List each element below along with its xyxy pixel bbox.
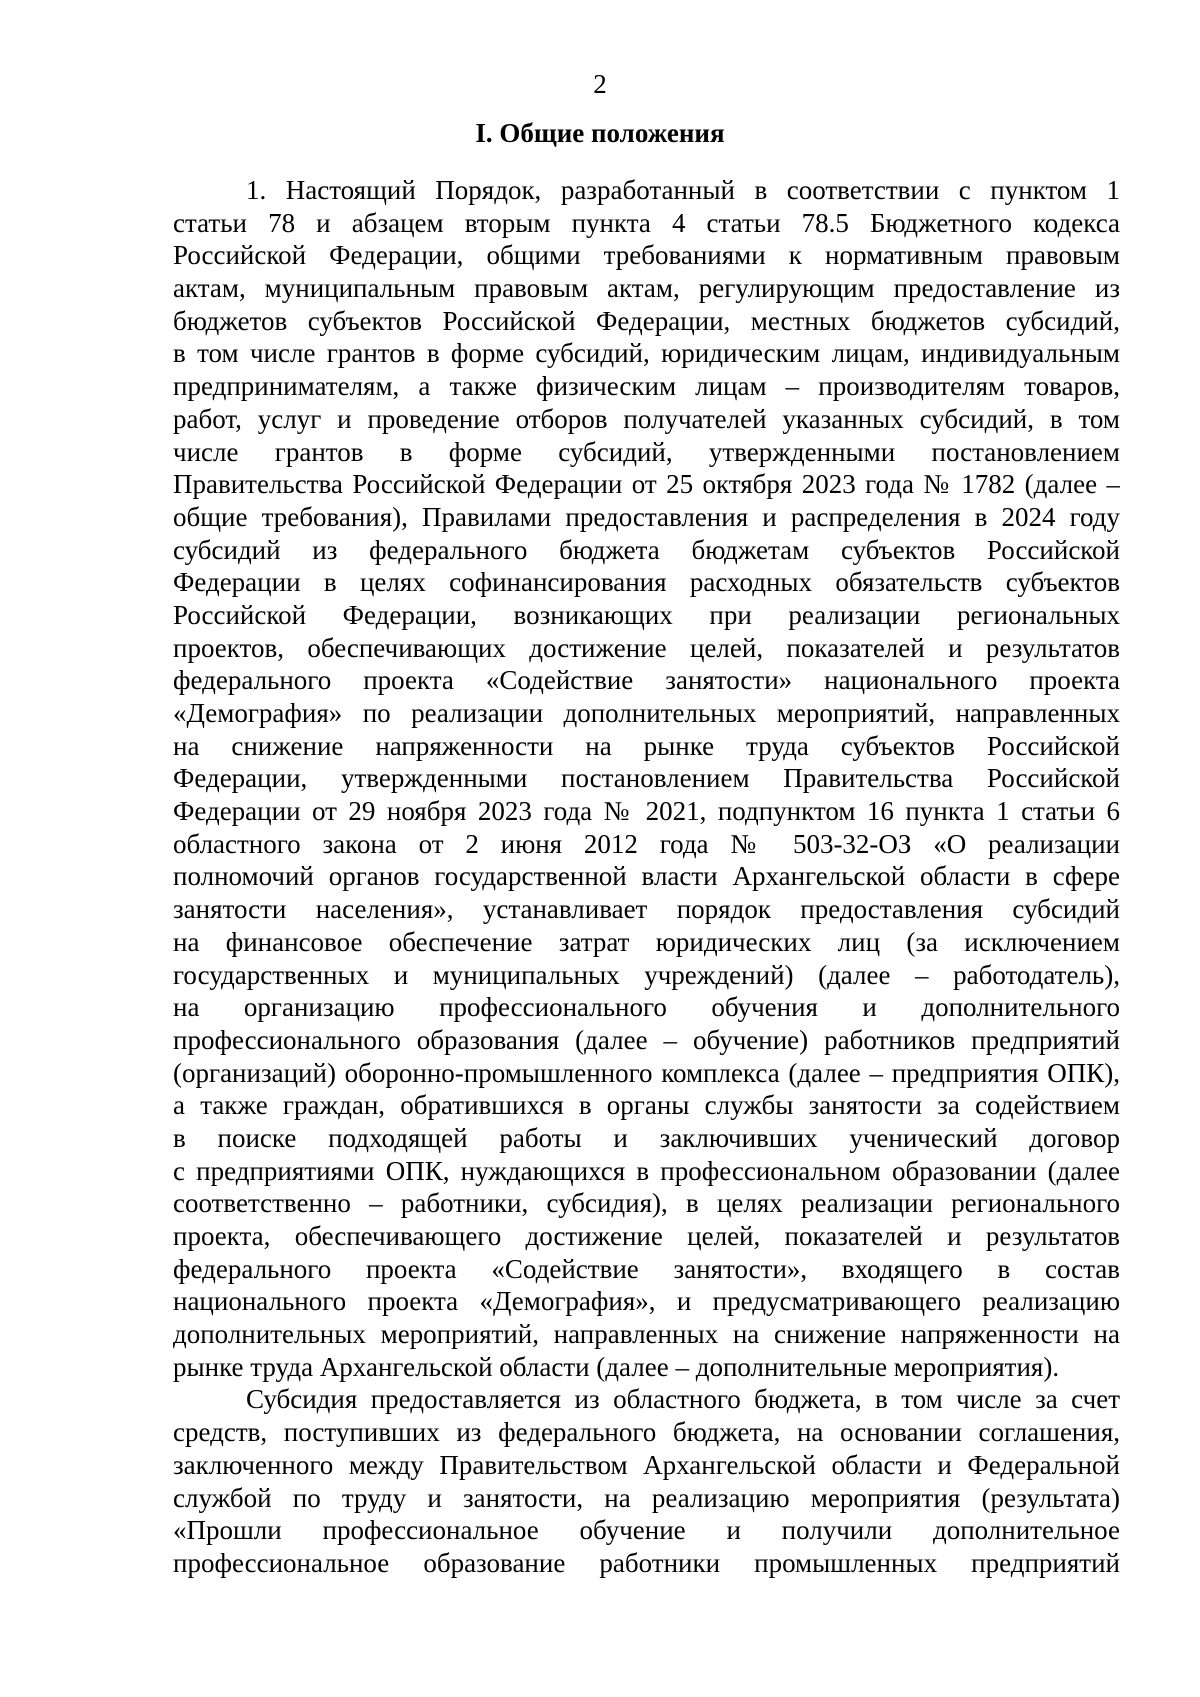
text-line: числе грантов в форме субсидий, утвержденными постановлением xyxy=(173,436,1120,467)
text-line: проекта, обеспечивающего достижение целей, показателей и результатов xyxy=(173,1221,1120,1251)
text-line: (организаций) оборонно-промышленного комплекса (далее – предприятия ОПК), xyxy=(173,1057,1120,1088)
text-line: в поиске подходящей работы и заключивших ученический договор xyxy=(173,1122,1120,1153)
text-line: а также граждан, обратившихся в органы службы занятости за содействием xyxy=(173,1090,1120,1121)
text-line: Российской Федерации, возникающих при реализации региональных xyxy=(173,599,1120,630)
text-line: на организацию профессионального обучения и дополнительного xyxy=(173,992,1120,1023)
text-line: службой по труду и занятости, на реализацию мероприятия (результата) xyxy=(173,1482,1120,1513)
text-line: Федерации от 29 ноября 2023 года № 2021, подпунктом 16 пункта 1 статьи 6 xyxy=(173,796,1120,827)
text-line: работ, услуг и проведение отборов получателей указанных субсидий, в том xyxy=(173,403,1120,434)
document-body xyxy=(173,174,1120,1580)
text-line: общие требования), Правилами предоставления и распределения в 2024 году xyxy=(173,501,1120,532)
page-number: 2 xyxy=(593,69,607,99)
text-line: дополнительных мероприятий, направленных на снижение напряженности на xyxy=(173,1319,1120,1350)
text-line: актам, муниципальным правовым актам, регулирующим предоставление из xyxy=(173,273,1120,304)
text-line: федерального проекта «Содействие занятости» национального проекта xyxy=(173,665,1120,696)
text-line: профессионального образования (далее – обучение) работников предприятий xyxy=(173,1024,1120,1055)
text-line: Российской Федерации, общими требованиями к нормативным правовым xyxy=(173,240,1120,271)
text-line: национального проекта «Демография», и предусматривающего реализацию xyxy=(173,1286,1120,1317)
text-line: соответственно – работники, субсидия), в целях реализации регионального xyxy=(173,1188,1120,1219)
text-line: «Прошли профессиональное обучение и получили дополнительное xyxy=(173,1515,1120,1546)
text-line: на снижение напряженности на рынке труда субъектов Российской xyxy=(173,730,1120,761)
text-line: областного закона от 2 июня 2012 года № 503-32-ОЗ «О реализации xyxy=(173,828,1120,859)
text-line: Субсидия предоставляется из областного бюджета, в том числе за счет xyxy=(246,1384,1120,1415)
section-title: I. Общие положения xyxy=(475,118,725,148)
text-line: 1. Настоящий Порядок, разработанный в соответствии с пунктом 1 xyxy=(246,175,1120,205)
text-line: с предприятиями ОПК, нуждающихся в профессиональном образовании (далее xyxy=(173,1155,1120,1186)
text-line: «Демография» по реализации дополнительных мероприятий, направленных xyxy=(173,698,1120,728)
text-line: федерального проекта «Содействие занятости», входящего в состав xyxy=(173,1253,1120,1284)
text-line: заключенного между Правительством Архангельской области и Федеральной xyxy=(173,1449,1120,1480)
text-line: профессиональное образование работники промышленных предприятий xyxy=(173,1547,1120,1578)
text-line: занятости населения», устанавливает порядок предоставления субсидий xyxy=(173,894,1120,925)
text-line: полномочий органов государственной власти Архангельской области в сфере xyxy=(173,861,1120,892)
text-line: на финансовое обеспечение затрат юридических лиц (за исключением xyxy=(173,926,1120,957)
text-line: предпринимателям, а также физическим лицам – производителям товаров, xyxy=(173,371,1120,402)
text-line: Правительства Российской Федерации от 25 октября 2023 года № 1782 (далее – xyxy=(173,469,1120,500)
text-line: государственных и муниципальных учреждений) (далее – работодатель), xyxy=(173,959,1120,990)
text-line: статьи 78 и абзацем вторым пункта 4 статьи 78.5 Бюджетного кодекса xyxy=(173,207,1120,238)
text-line: в том числе грантов в форме субсидий, юридическим лицам, индивидуальным xyxy=(173,338,1120,369)
text-line: проектов, обеспечивающих достижение целей, показателей и результатов xyxy=(173,632,1120,663)
text-line: рынке труда Архангельской области (далее – дополнительные мероприятия). xyxy=(173,1351,1060,1382)
text-line: Федерации в целях софинансирования расходных обязательств субъектов xyxy=(173,567,1120,598)
text-line: Федерации, утвержденными постановлением Правительства Российской xyxy=(173,763,1120,794)
text-line: субсидий из федерального бюджета бюджетам субъектов Российской xyxy=(173,534,1120,565)
text-line: бюджетов субъектов Российской Федерации, местных бюджетов субсидий, xyxy=(173,305,1120,336)
text-line: средств, поступивших из федерального бюджета, на основании соглашения, xyxy=(173,1417,1120,1448)
